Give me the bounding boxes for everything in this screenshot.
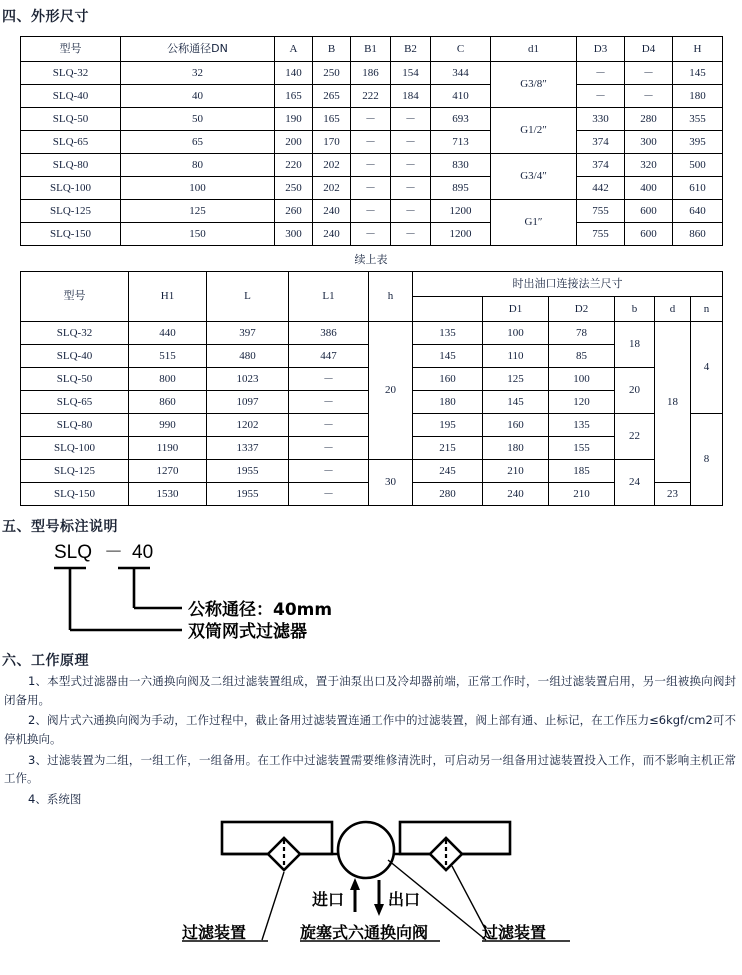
flange-d-cell: 160	[413, 368, 483, 391]
b1-cell: －	[351, 177, 391, 200]
col-header-h: h	[369, 272, 413, 322]
col-header-d1: d1	[491, 37, 577, 62]
l-cell: 1955	[207, 483, 289, 506]
flange-d1-cell: 210	[483, 460, 549, 483]
d4-cell: －	[625, 85, 673, 108]
b2-cell: －	[391, 108, 431, 131]
flange-d2-cell: 85	[549, 345, 615, 368]
b2-cell: 154	[391, 62, 431, 85]
b1-cell: －	[351, 108, 391, 131]
d1-cell: G1/2″	[491, 108, 577, 154]
col-group-header-flange: 时出油口连接法兰尺寸	[413, 272, 723, 297]
col-header-flange-d-hole: d	[655, 297, 691, 322]
h-cell: 640	[673, 200, 723, 223]
a-cell: 300	[275, 223, 313, 246]
h-cell: 180	[673, 85, 723, 108]
d1-cell: G1″	[491, 200, 577, 246]
section-heading-model-code: 五、型号标注说明	[2, 518, 118, 534]
a-cell: 260	[275, 200, 313, 223]
l1-cell: －	[289, 391, 369, 414]
model-cell: SLQ-100	[21, 177, 121, 200]
b-cell: 240	[313, 223, 351, 246]
b2-cell: －	[391, 177, 431, 200]
b2-cell: －	[391, 154, 431, 177]
flange-n-cell: 4	[691, 322, 723, 414]
d4-cell: 600	[625, 223, 673, 246]
l1-cell: －	[289, 483, 369, 506]
h1-cell: 1270	[129, 460, 207, 483]
dimensions-table-2-wrapper	[0, 271, 742, 506]
h-cell: 145	[673, 62, 723, 85]
col-header-l1: L1	[289, 272, 369, 322]
d3-cell: 374	[577, 154, 625, 177]
flange-d-cell: 215	[413, 437, 483, 460]
table-row	[21, 200, 723, 223]
flange-d2-cell: 185	[549, 460, 615, 483]
model-code-type-label: 双筒网式过滤器	[188, 622, 307, 642]
b1-cell: －	[351, 154, 391, 177]
dimensions-table-1-wrapper	[0, 36, 742, 246]
col-header-flange-b: b	[615, 297, 655, 322]
section-heading-dimensions: 四、外形尺寸	[2, 8, 89, 24]
l-cell: 1202	[207, 414, 289, 437]
flange-d-hole-cell: 23	[655, 483, 691, 506]
dn-cell: 32	[121, 62, 275, 85]
model-code-bore-label: 公称通径：40mm	[188, 600, 333, 620]
b2-cell: 184	[391, 85, 431, 108]
d1-cell: G3/8″	[491, 62, 577, 108]
flange-d2-cell: 210	[549, 483, 615, 506]
dimensions-table-1	[20, 36, 723, 246]
h1-cell: 440	[129, 322, 207, 345]
dn-cell: 40	[121, 85, 275, 108]
model-cell: SLQ-32	[21, 322, 129, 345]
a-cell: 250	[275, 177, 313, 200]
l1-cell: －	[289, 414, 369, 437]
b1-cell: 186	[351, 62, 391, 85]
dn-cell: 80	[121, 154, 275, 177]
model-cell: SLQ-100	[21, 437, 129, 460]
a-cell: 200	[275, 131, 313, 154]
flange-d1-cell: 240	[483, 483, 549, 506]
b1-cell: －	[351, 131, 391, 154]
model-cell: SLQ-150	[21, 223, 121, 246]
b-cell: 250	[313, 62, 351, 85]
h-cell: 500	[673, 154, 723, 177]
table-row	[21, 154, 723, 177]
h-cell: 30	[369, 460, 413, 506]
principle-item-1: 1、本型式过滤器由一六通换向阀及二组过滤装置组成，置于油泵出口及冷却器前端，正常工作时，一组过滤装置启用，另一组被换向阀封闭备用。	[4, 674, 736, 707]
h-cell: 395	[673, 131, 723, 154]
model-code-dash: －	[104, 542, 124, 563]
l1-cell: 386	[289, 322, 369, 345]
b1-cell: －	[351, 223, 391, 246]
h1-cell: 860	[129, 391, 207, 414]
model-cell: SLQ-125	[21, 200, 121, 223]
a-cell: 165	[275, 85, 313, 108]
d3-cell: 442	[577, 177, 625, 200]
flange-d-cell: 195	[413, 414, 483, 437]
col-header-model: 型号	[21, 37, 121, 62]
a-cell: 190	[275, 108, 313, 131]
model-code-suffix: 40	[132, 542, 154, 563]
b2-cell: －	[391, 200, 431, 223]
flange-d-cell: 135	[413, 322, 483, 345]
flange-d-cell: 180	[413, 391, 483, 414]
c-cell: 895	[431, 177, 491, 200]
b-cell: 202	[313, 154, 351, 177]
flange-d1-cell: 100	[483, 322, 549, 345]
table-row	[21, 223, 723, 246]
b1-cell: －	[351, 200, 391, 223]
b2-cell: －	[391, 223, 431, 246]
principle-item-3: 3、过滤装置为二组，一组工作，一组备用。在工作中过滤装置需要维修清洗时，可启动另一组备用过滤装置投入工作，而不影响主机正常工作。	[4, 752, 736, 786]
flange-d1-cell: 145	[483, 391, 549, 414]
l-cell: 397	[207, 322, 289, 345]
inlet-arrow-icon	[350, 878, 360, 912]
d1-cell: G3/4″	[491, 154, 577, 200]
a-cell: 220	[275, 154, 313, 177]
col-header-c: C	[431, 37, 491, 62]
col-header-d3: D3	[577, 37, 625, 62]
h1-cell: 515	[129, 345, 207, 368]
flange-d1-cell: 110	[483, 345, 549, 368]
col-header-b: B	[313, 37, 351, 62]
table-row	[21, 460, 723, 483]
l1-cell: －	[289, 368, 369, 391]
model-cell: SLQ-80	[21, 414, 129, 437]
h1-cell: 800	[129, 368, 207, 391]
flange-d1-cell: 160	[483, 414, 549, 437]
filter-right-label: 过滤装置	[482, 923, 547, 943]
dimensions-table-2	[20, 271, 723, 506]
col-header-b1: B1	[351, 37, 391, 62]
col-header-flange-d2: D2	[549, 297, 615, 322]
c-cell: 410	[431, 85, 491, 108]
continued-table-caption: 续上表	[354, 253, 388, 266]
table-body	[21, 62, 723, 246]
dn-cell: 150	[121, 223, 275, 246]
b-cell: 202	[313, 177, 351, 200]
model-cell: SLQ-65	[21, 131, 121, 154]
col-header-h: H	[673, 37, 723, 62]
b1-cell: 222	[351, 85, 391, 108]
col-header-l: L	[207, 272, 289, 322]
model-cell: SLQ-40	[21, 345, 129, 368]
flange-b-cell: 18	[615, 322, 655, 368]
col-header-flange-d	[413, 297, 483, 322]
b-cell: 240	[313, 200, 351, 223]
col-header-flange-n: n	[691, 297, 723, 322]
d3-cell: 374	[577, 131, 625, 154]
b-cell: 265	[313, 85, 351, 108]
col-header-h1: H1	[129, 272, 207, 322]
l-cell: 1337	[207, 437, 289, 460]
table-row	[21, 85, 723, 108]
table-header-row	[21, 37, 723, 62]
dn-cell: 65	[121, 131, 275, 154]
d3-cell: 755	[577, 200, 625, 223]
col-header-b2: B2	[391, 37, 431, 62]
flange-n-cell: 8	[691, 414, 723, 506]
h-cell: 355	[673, 108, 723, 131]
d3-cell: －	[577, 62, 625, 85]
rotary-valve-symbol	[338, 822, 394, 878]
d3-cell: 330	[577, 108, 625, 131]
flange-d2-cell: 78	[549, 322, 615, 345]
outlet-arrow-icon	[374, 880, 384, 916]
inlet-label: 进口	[312, 890, 345, 910]
principle-item-2: 2、阀片式六通换向阀为手动，工作过程中，截止备用过滤装置连通工作中的过滤装置，阀上部有通、止标记，在工作压力≤6kgf/cm2可不停机换向。	[4, 713, 736, 746]
model-cell: SLQ-65	[21, 391, 129, 414]
h-cell: 20	[369, 322, 413, 460]
callout-line-filter-left	[262, 872, 284, 940]
h-cell: 860	[673, 223, 723, 246]
h1-cell: 990	[129, 414, 207, 437]
c-cell: 1200	[431, 200, 491, 223]
dn-cell: 100	[121, 177, 275, 200]
model-cell: SLQ-150	[21, 483, 129, 506]
h1-cell: 1190	[129, 437, 207, 460]
d4-cell: 300	[625, 131, 673, 154]
col-header-dn: 公称通径DN	[121, 37, 275, 62]
section-heading-principle: 六、工作原理	[2, 652, 89, 668]
flange-b-cell: 22	[615, 414, 655, 460]
l-cell: 1097	[207, 391, 289, 414]
c-cell: 830	[431, 154, 491, 177]
col-header-model: 型号	[21, 272, 129, 322]
a-cell: 140	[275, 62, 313, 85]
leader-line-bore	[118, 568, 182, 608]
d3-cell: 755	[577, 223, 625, 246]
c-cell: 693	[431, 108, 491, 131]
model-designation-figure	[0, 538, 742, 650]
model-cell: SLQ-40	[21, 85, 121, 108]
table-row	[21, 131, 723, 154]
leader-line-type	[54, 568, 182, 630]
d4-cell: －	[625, 62, 673, 85]
flange-d-cell: 245	[413, 460, 483, 483]
c-cell: 344	[431, 62, 491, 85]
l1-cell: 447	[289, 345, 369, 368]
col-header-a: A	[275, 37, 313, 62]
c-cell: 713	[431, 131, 491, 154]
b-cell: 170	[313, 131, 351, 154]
filter-left-label: 过滤装置	[182, 923, 247, 943]
system-diagram	[0, 810, 742, 958]
b-cell: 165	[313, 108, 351, 131]
flange-d2-cell: 155	[549, 437, 615, 460]
dn-cell: 50	[121, 108, 275, 131]
table-row	[21, 322, 723, 345]
l1-cell: －	[289, 460, 369, 483]
table-row	[21, 108, 723, 131]
flange-d2-cell: 100	[549, 368, 615, 391]
model-cell: SLQ-125	[21, 460, 129, 483]
valve-label: 旋塞式六通换向阀	[300, 923, 429, 943]
table-row	[21, 177, 723, 200]
flange-d2-cell: 135	[549, 414, 615, 437]
dn-cell: 125	[121, 200, 275, 223]
l-cell: 1023	[207, 368, 289, 391]
outlet-label: 出口	[388, 890, 421, 910]
flange-d-hole-cell: 18	[655, 322, 691, 483]
l1-cell: －	[289, 437, 369, 460]
d4-cell: 600	[625, 200, 673, 223]
flange-d1-cell: 180	[483, 437, 549, 460]
b2-cell: －	[391, 131, 431, 154]
d3-cell: －	[577, 85, 625, 108]
flange-b-cell: 20	[615, 368, 655, 414]
d4-cell: 400	[625, 177, 673, 200]
h-cell: 610	[673, 177, 723, 200]
col-header-flange-d1: D1	[483, 297, 549, 322]
c-cell: 1200	[431, 223, 491, 246]
d4-cell: 280	[625, 108, 673, 131]
l-cell: 1955	[207, 460, 289, 483]
model-code-prefix: SLQ	[54, 542, 93, 563]
table-body	[21, 322, 723, 506]
col-header-d4: D4	[625, 37, 673, 62]
table-header-row-top	[21, 272, 723, 297]
principle-item-4: 4、系统图	[28, 791, 82, 806]
table-row	[21, 62, 723, 85]
flange-d-cell: 145	[413, 345, 483, 368]
flange-d2-cell: 120	[549, 391, 615, 414]
h1-cell: 1530	[129, 483, 207, 506]
model-cell: SLQ-80	[21, 154, 121, 177]
model-cell: SLQ-32	[21, 62, 121, 85]
l-cell: 480	[207, 345, 289, 368]
model-cell: SLQ-50	[21, 368, 129, 391]
flange-d1-cell: 125	[483, 368, 549, 391]
flange-d-cell: 280	[413, 483, 483, 506]
flange-b-cell: 24	[615, 460, 655, 506]
d4-cell: 320	[625, 154, 673, 177]
model-cell: SLQ-50	[21, 108, 121, 131]
